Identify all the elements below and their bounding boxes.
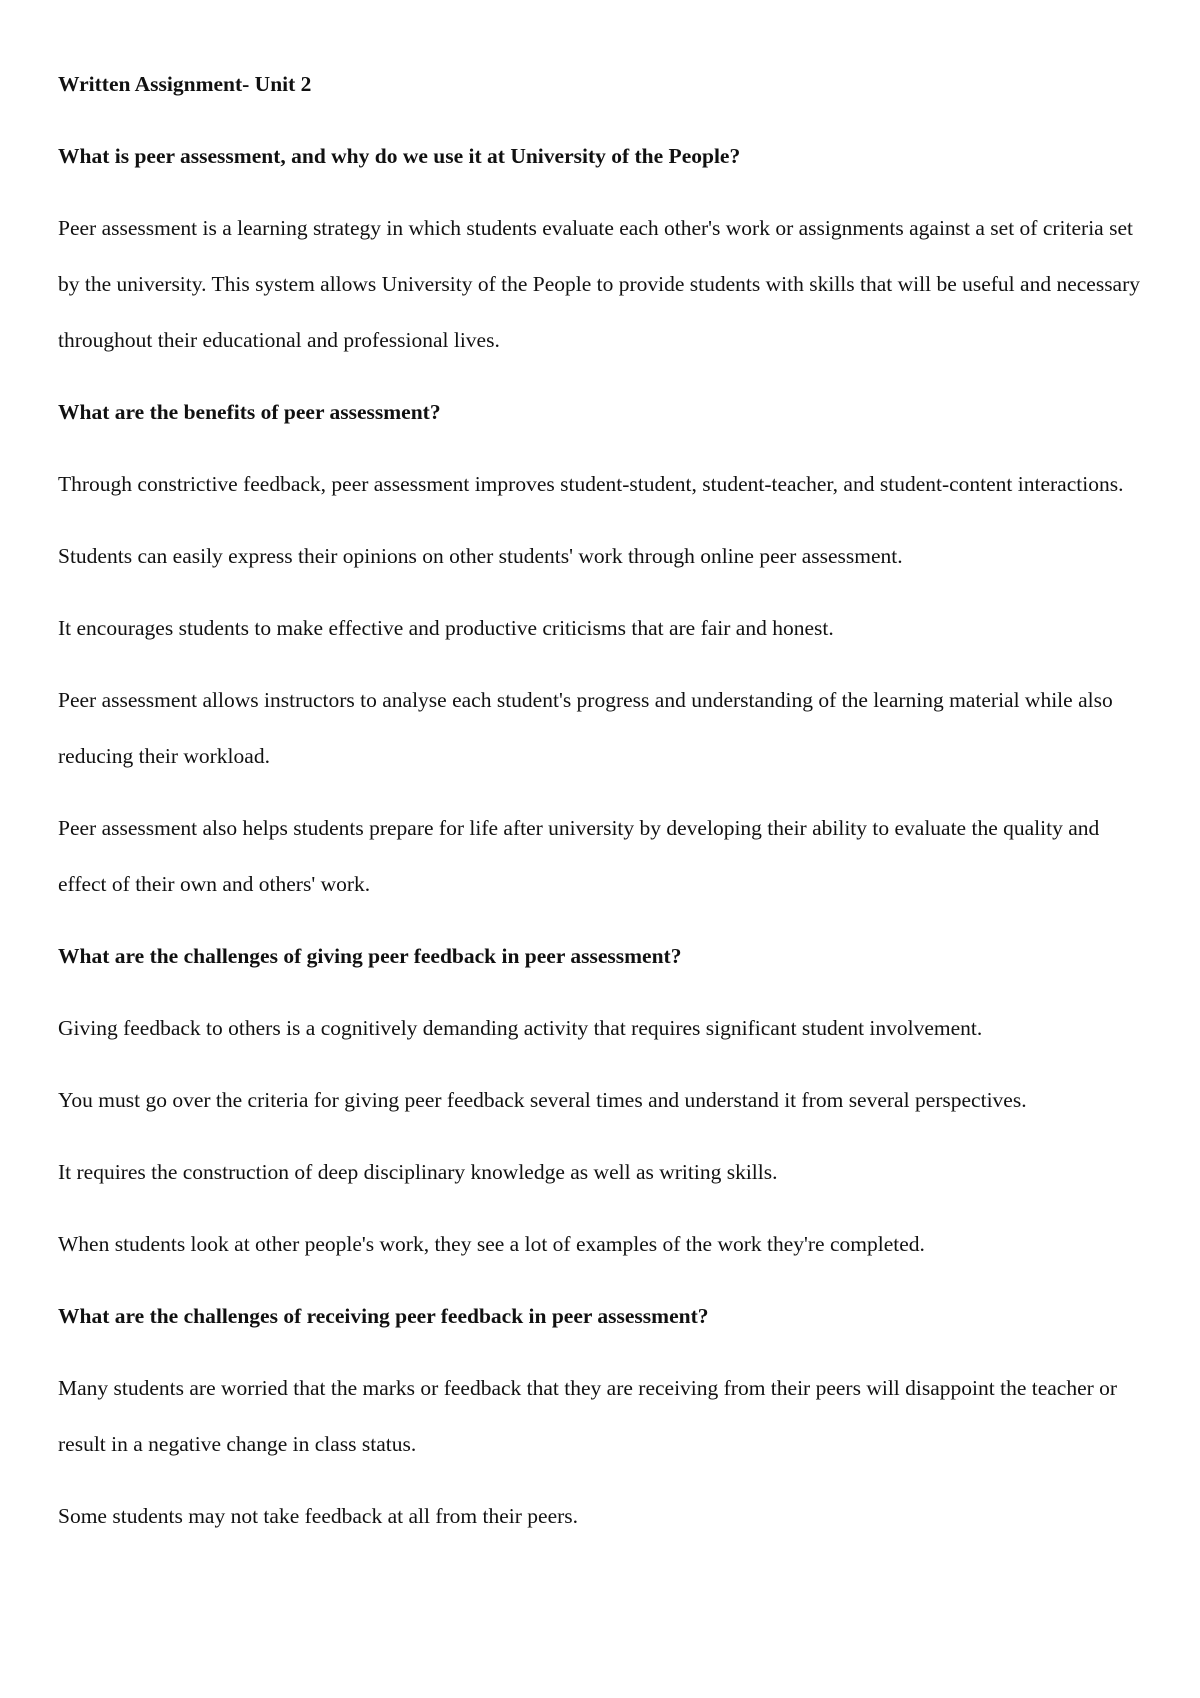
document-title: Written Assignment- Unit 2 [58,72,312,96]
paragraph: Some students may not take feedback at all from their peers. [58,1504,579,1528]
paragraph: It encourages students to make effective and productive criticisms that are fair and honest. [58,616,834,640]
paragraph: Giving feedback to others is a cognitively demanding activity that requires significant student involvement. [58,1016,983,1040]
paragraph: Peer assessment is a learning strategy in which students evaluate each other's work or assignments against a set of criteria set by the university. This system allows University of the People to provide students with skills that will be useful and necessary throughout their educational and professional lives. [58,216,1141,352]
paragraph: Peer assessment also helps students prepare for life after university by developing their ability to evaluate the quality and effect of their own and others' work. [58,816,1100,896]
section-heading: What are the benefits of peer assessment? [58,400,441,424]
paragraph: Through constrictive feedback, peer assessment improves student-student, student-teacher, and student-content interactions. [58,472,1124,496]
section-heading: What are the challenges of receiving peer feedback in peer assessment? [58,1304,709,1328]
document-body [58,56,1148,1560]
paragraph: It requires the construction of deep disciplinary knowledge as well as writing skills. [58,1160,778,1184]
section-heading: What are the challenges of giving peer feedback in peer assessment? [58,944,682,968]
paragraph: When students look at other people's work, they see a lot of examples of the work they're completed. [58,1232,925,1256]
paragraph: Peer assessment allows instructors to analyse each student's progress and understanding of the learning material while also reducing their workload. [58,688,1113,768]
paragraph: Many students are worried that the marks or feedback that they are receiving from their peers will disappoint the teacher or result in a negative change in class status. [58,1376,1118,1456]
section-heading: What is peer assessment, and why do we use it at University of the People? [58,144,741,168]
paragraph: Students can easily express their opinions on other students' work through online peer assessment. [58,544,903,568]
paragraph: You must go over the criteria for giving peer feedback several times and understand it from several perspectives. [58,1088,1027,1112]
